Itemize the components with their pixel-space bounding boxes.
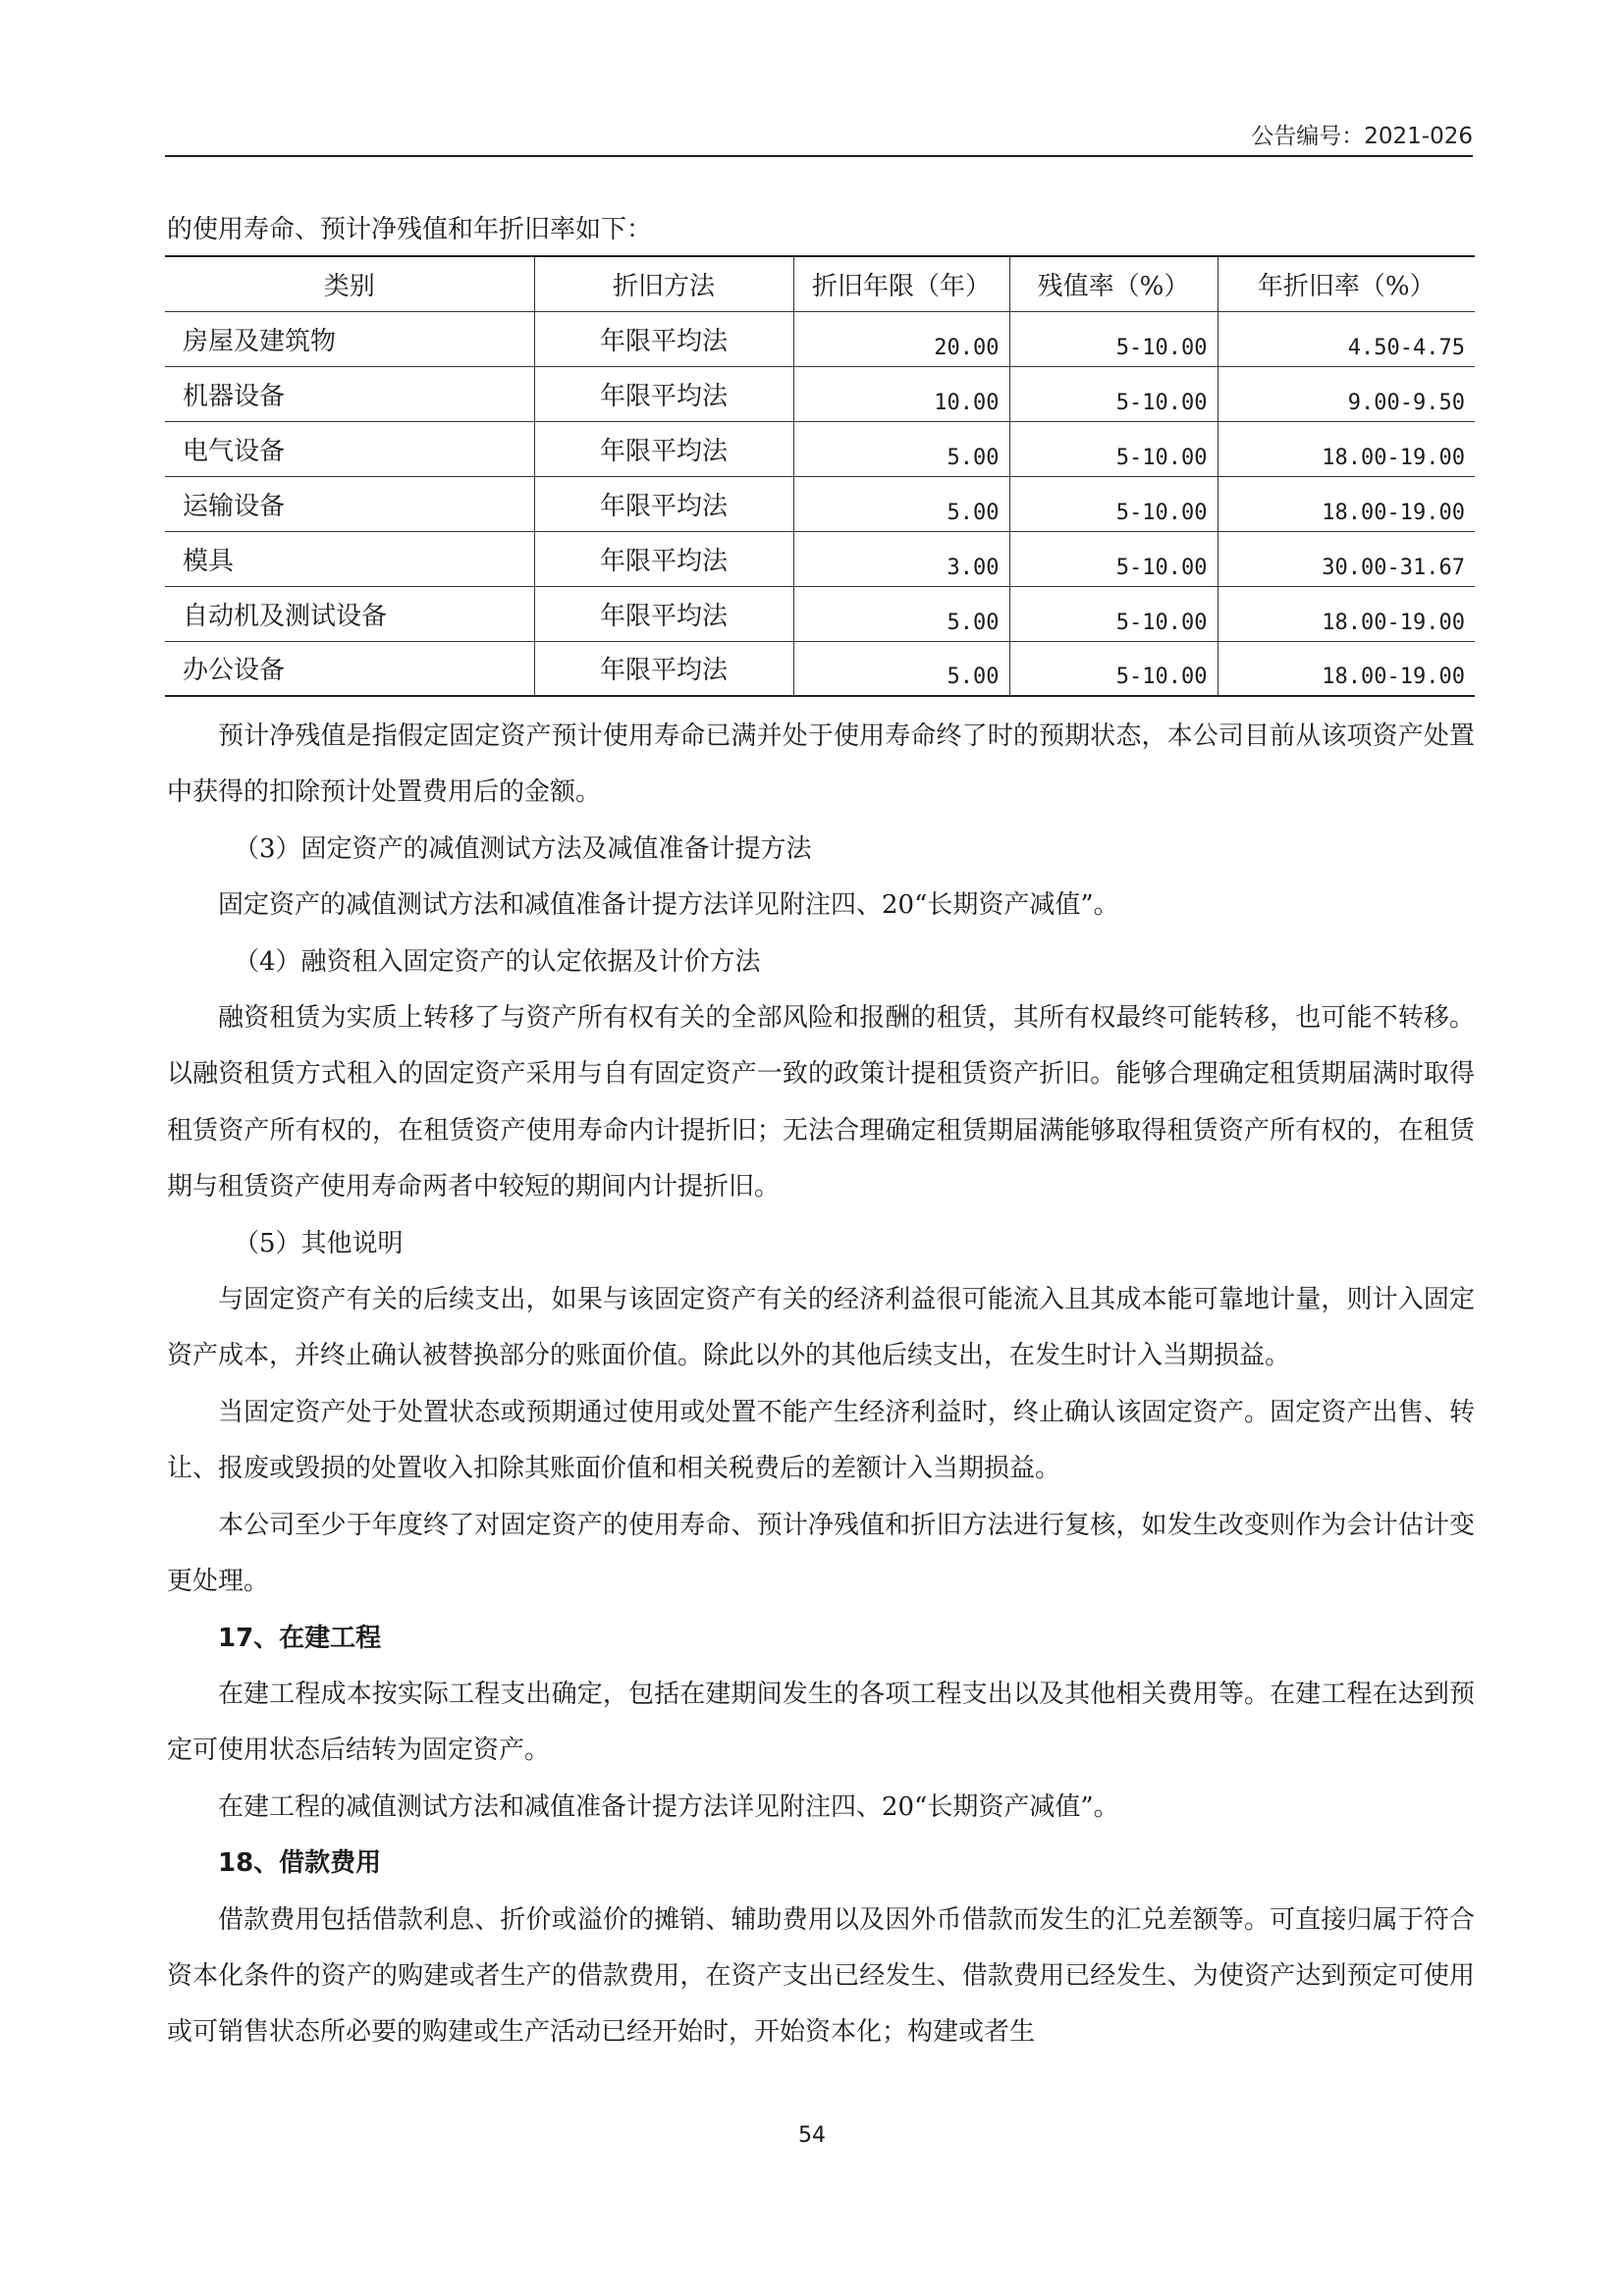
cell-method: 年限平均法 <box>534 421 793 476</box>
cell-rate: 18.00-19.00 <box>1218 586 1475 641</box>
paragraph: 本公司至少于年度终了对固定资产的使用寿命、预计净残值和折旧方法进行复核，如发生改变则作为会计估计变更处理。 <box>167 1510 1475 1597</box>
paragraph: 固定资产的减值测试方法和减值准备计提方法详见附注四、20“长期资产减值”。 <box>218 890 1119 921</box>
depreciation-table <box>165 255 1475 697</box>
cell-rate: 18.00-19.00 <box>1218 476 1475 531</box>
cell-years: 20.00 <box>793 311 1009 366</box>
cell-category: 运输设备 <box>165 476 534 531</box>
cell-residual: 5-10.00 <box>1009 641 1218 696</box>
paragraph: 在建工程的减值测试方法和减值准备计提方法详见附注四、20“长期资产减值”。 <box>218 1791 1119 1822</box>
cell-category: 办公设备 <box>165 641 534 696</box>
paragraph: 预计净残值是指假定固定资产预计使用寿命已满并处于使用寿命终了时的预期状态，本公司目前从该项资产处置中获得的扣除预计处置费用后的金额。 <box>167 721 1475 808</box>
cell-years: 5.00 <box>793 421 1009 476</box>
cell-residual: 5-10.00 <box>1009 366 1218 421</box>
header-method: 折旧方法 <box>534 256 793 311</box>
table-row <box>165 586 1475 641</box>
cell-category: 模具 <box>165 531 534 586</box>
cell-method: 年限平均法 <box>534 641 793 696</box>
cell-years: 5.00 <box>793 641 1009 696</box>
cell-rate: 30.00-31.67 <box>1218 531 1475 586</box>
cell-method: 年限平均法 <box>534 586 793 641</box>
cell-category: 机器设备 <box>165 366 534 421</box>
cell-rate: 4.50-4.75 <box>1218 311 1475 366</box>
cell-method: 年限平均法 <box>534 311 793 366</box>
subsection-heading: （5）其他说明 <box>234 1228 404 1258</box>
page-header <box>165 116 1473 157</box>
cell-rate: 9.00-9.50 <box>1218 366 1475 421</box>
cell-residual: 5-10.00 <box>1009 311 1218 366</box>
subsection-heading: （3）固定资产的减值测试方法及减值准备计提方法 <box>234 833 812 864</box>
subsection-heading: （4）融资租入固定资产的认定依据及计价方法 <box>234 946 761 977</box>
cell-residual: 5-10.00 <box>1009 476 1218 531</box>
cell-rate: 18.00-19.00 <box>1218 641 1475 696</box>
cell-years: 5.00 <box>793 476 1009 531</box>
cell-rate: 18.00-19.00 <box>1218 421 1475 476</box>
table-row <box>165 366 1475 421</box>
document-body <box>167 709 1475 2061</box>
paragraph: 在建工程成本按实际工程支出确定，包括在建期间发生的各项工程支出以及其他相关费用等。在建工程在达到预定可使用状态后结转为固定资产。 <box>167 1679 1475 1766</box>
header-rate: 年折旧率（%） <box>1218 256 1475 311</box>
cell-residual: 5-10.00 <box>1009 586 1218 641</box>
cell-residual: 5-10.00 <box>1009 531 1218 586</box>
section-heading: 18、借款费用 <box>218 1848 382 1879</box>
cell-years: 3.00 <box>793 531 1009 586</box>
table-row <box>165 641 1475 696</box>
cell-method: 年限平均法 <box>534 366 793 421</box>
paragraph: 当固定资产处于处置状态或预期通过使用或处置不能产生经济利益时，终止确认该固定资产。固定资产出售、转让、报废或毁损的处置收入扣除其账面价值和相关税费后的差额计入当期损益。 <box>167 1397 1475 1484</box>
header-residual: 残值率（%） <box>1009 256 1218 311</box>
section-heading: 17、在建工程 <box>218 1623 382 1653</box>
table-row <box>165 531 1475 586</box>
paragraph: 与固定资产有关的后续支出，如果与该固定资产有关的经济利益很可能流入且其成本能可靠地计量，则计入固定资产成本，并终止确认被替换部分的账面价值。除此以外的其他后续支出，在发生时计入当期损益。 <box>167 1285 1475 1371</box>
paragraph: 融资租赁为实质上转移了与资产所有权有关的全部风险和报酬的租赁，其所有权最终可能转移，也可能不转移。以融资租赁方式租入的固定资产采用与自有固定资产一致的政策计提租赁资产折旧。能够合理确定租赁期届满时取得租赁资产所有权的，在租赁资产使用寿命内计提折旧；无法合理确定租赁期届满能够取得租赁资产所有权的，在租赁期与租赁资产使用寿命两者中较短的期间内计提折旧。 <box>167 1003 1475 1202</box>
cell-method: 年限平均法 <box>534 476 793 531</box>
header-category: 类别 <box>165 256 534 311</box>
cell-years: 5.00 <box>793 586 1009 641</box>
cell-category: 电气设备 <box>165 421 534 476</box>
paragraph: 借款费用包括借款利息、折价或溢价的摊销、辅助费用以及因外币借款而发生的汇兑差额等。可直接归属于符合资本化条件的资产的购建或者生产的借款费用，在资产支出已经发生、借款费用已经发生、为使资产达到预定可使用或可销售状态所必要的购建或生产活动已经开始时，开始资本化；构建或者生 <box>167 1904 1475 2048</box>
table-row <box>165 421 1475 476</box>
page-number: 54 <box>798 2123 826 2148</box>
table-intro: 的使用寿命、预计净残值和年折旧率如下： <box>167 215 653 244</box>
table-row <box>165 311 1475 366</box>
cell-residual: 5-10.00 <box>1009 421 1218 476</box>
header-years: 折旧年限（年） <box>793 256 1009 311</box>
cell-category: 自动机及测试设备 <box>165 586 534 641</box>
cell-method: 年限平均法 <box>534 531 793 586</box>
announcement-code: 公告编号：2021-026 <box>1251 124 1473 149</box>
table-row <box>165 476 1475 531</box>
cell-category: 房屋及建筑物 <box>165 311 534 366</box>
table-header-row <box>165 256 1475 311</box>
cell-years: 10.00 <box>793 366 1009 421</box>
